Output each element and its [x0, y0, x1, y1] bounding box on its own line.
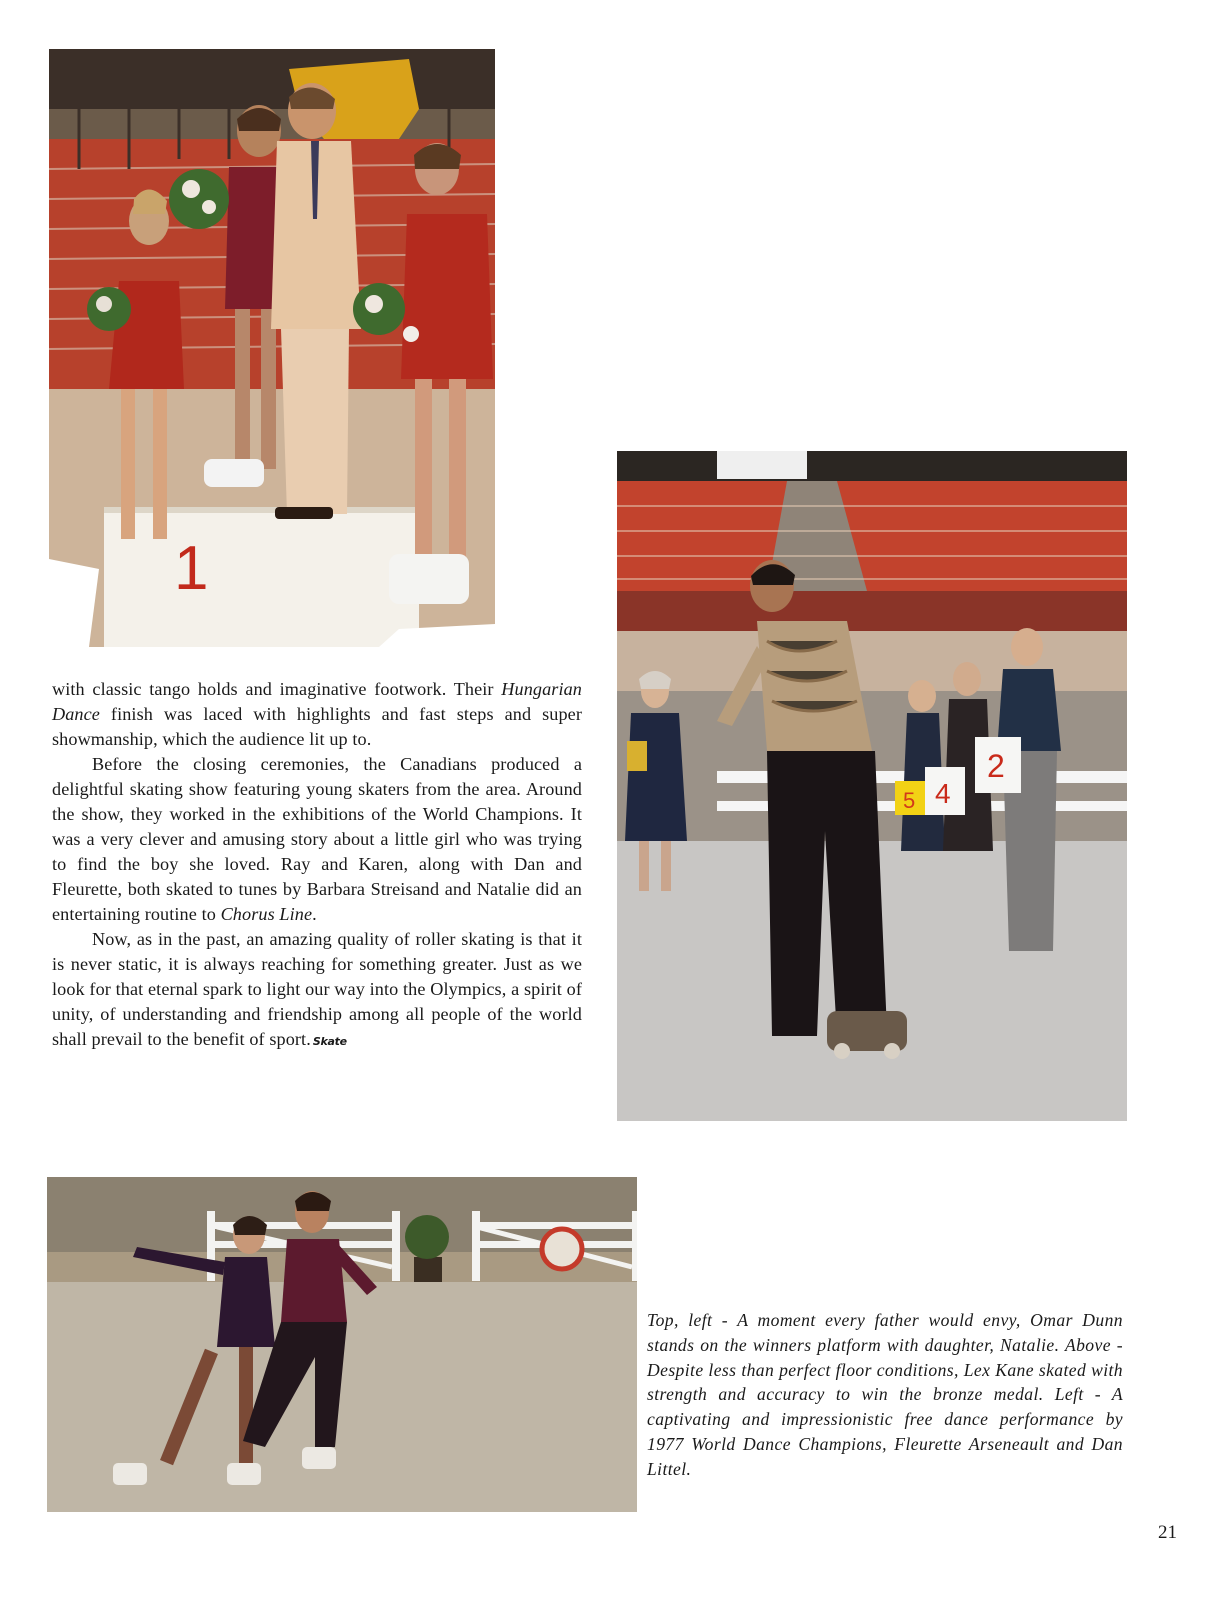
paragraph-2 [52, 752, 582, 927]
paragraph-2-end: . [312, 904, 317, 924]
free-dance-photo [47, 1177, 637, 1512]
bib-2: 2 [987, 748, 1005, 784]
photo-caption [647, 1308, 1128, 1482]
page-number: 21 [1158, 1522, 1177, 1543]
paragraph-1-text-a: with classic tango holds and imaginative footwork. Their [52, 679, 502, 699]
lex-kane-photo [617, 451, 1127, 1121]
show-title-chorus-line: Chorus Line [220, 904, 313, 924]
article-body [52, 677, 582, 1054]
bib-4: 4 [935, 778, 951, 809]
dance-title-hungarian: Hungarian Dance [52, 679, 582, 724]
paragraph-2-text: Before the closing ceremonies, the Canadians produced a delightful skating show featuring young skaters from the area. Around the show, they worked in the exhibitions of the World Champions. It was a very clever and amusing story about a little girl who was trying to find the boy she loved. Ray and Karen, along with Dan and Fleurette, both skated to tunes by Barbara Streisand and Natalie did an entertaining routine to [52, 754, 582, 924]
caption-text: Top, left - A moment every father would envy, Omar Dunn stands on the winners platform with daughter, Natalie. Above - Despite less than perfect floor conditions, Lex Kane skated with strength and accuracy to win the bronze medal. Left - A captivating and impressionistic free dance performance by 1977 World Dance Champions, Fleurette Arseneault and Dan Littel. [647, 1310, 1128, 1479]
skate-end-mark: Skate [312, 1035, 347, 1048]
paragraph-1-text-b: finish was laced with highlights and fast steps and super showmanship, which the audience lit up to. [52, 704, 582, 749]
podium-number: 1 [174, 534, 209, 603]
paragraph-1 [52, 677, 582, 752]
podium-photo [49, 49, 495, 647]
bib-5: 5 [903, 788, 916, 813]
paragraph-3 [52, 927, 582, 1054]
paragraph-3-text: Now, as in the past, an amazing quality of roller skating is that it is never static, it is always reaching for something greater. Just as we look for that eternal spark to light our way into the Olympics, a spirit of unity, of understanding and friendship among all people of the world shall prevail to the benefit of sport. [52, 929, 582, 1049]
